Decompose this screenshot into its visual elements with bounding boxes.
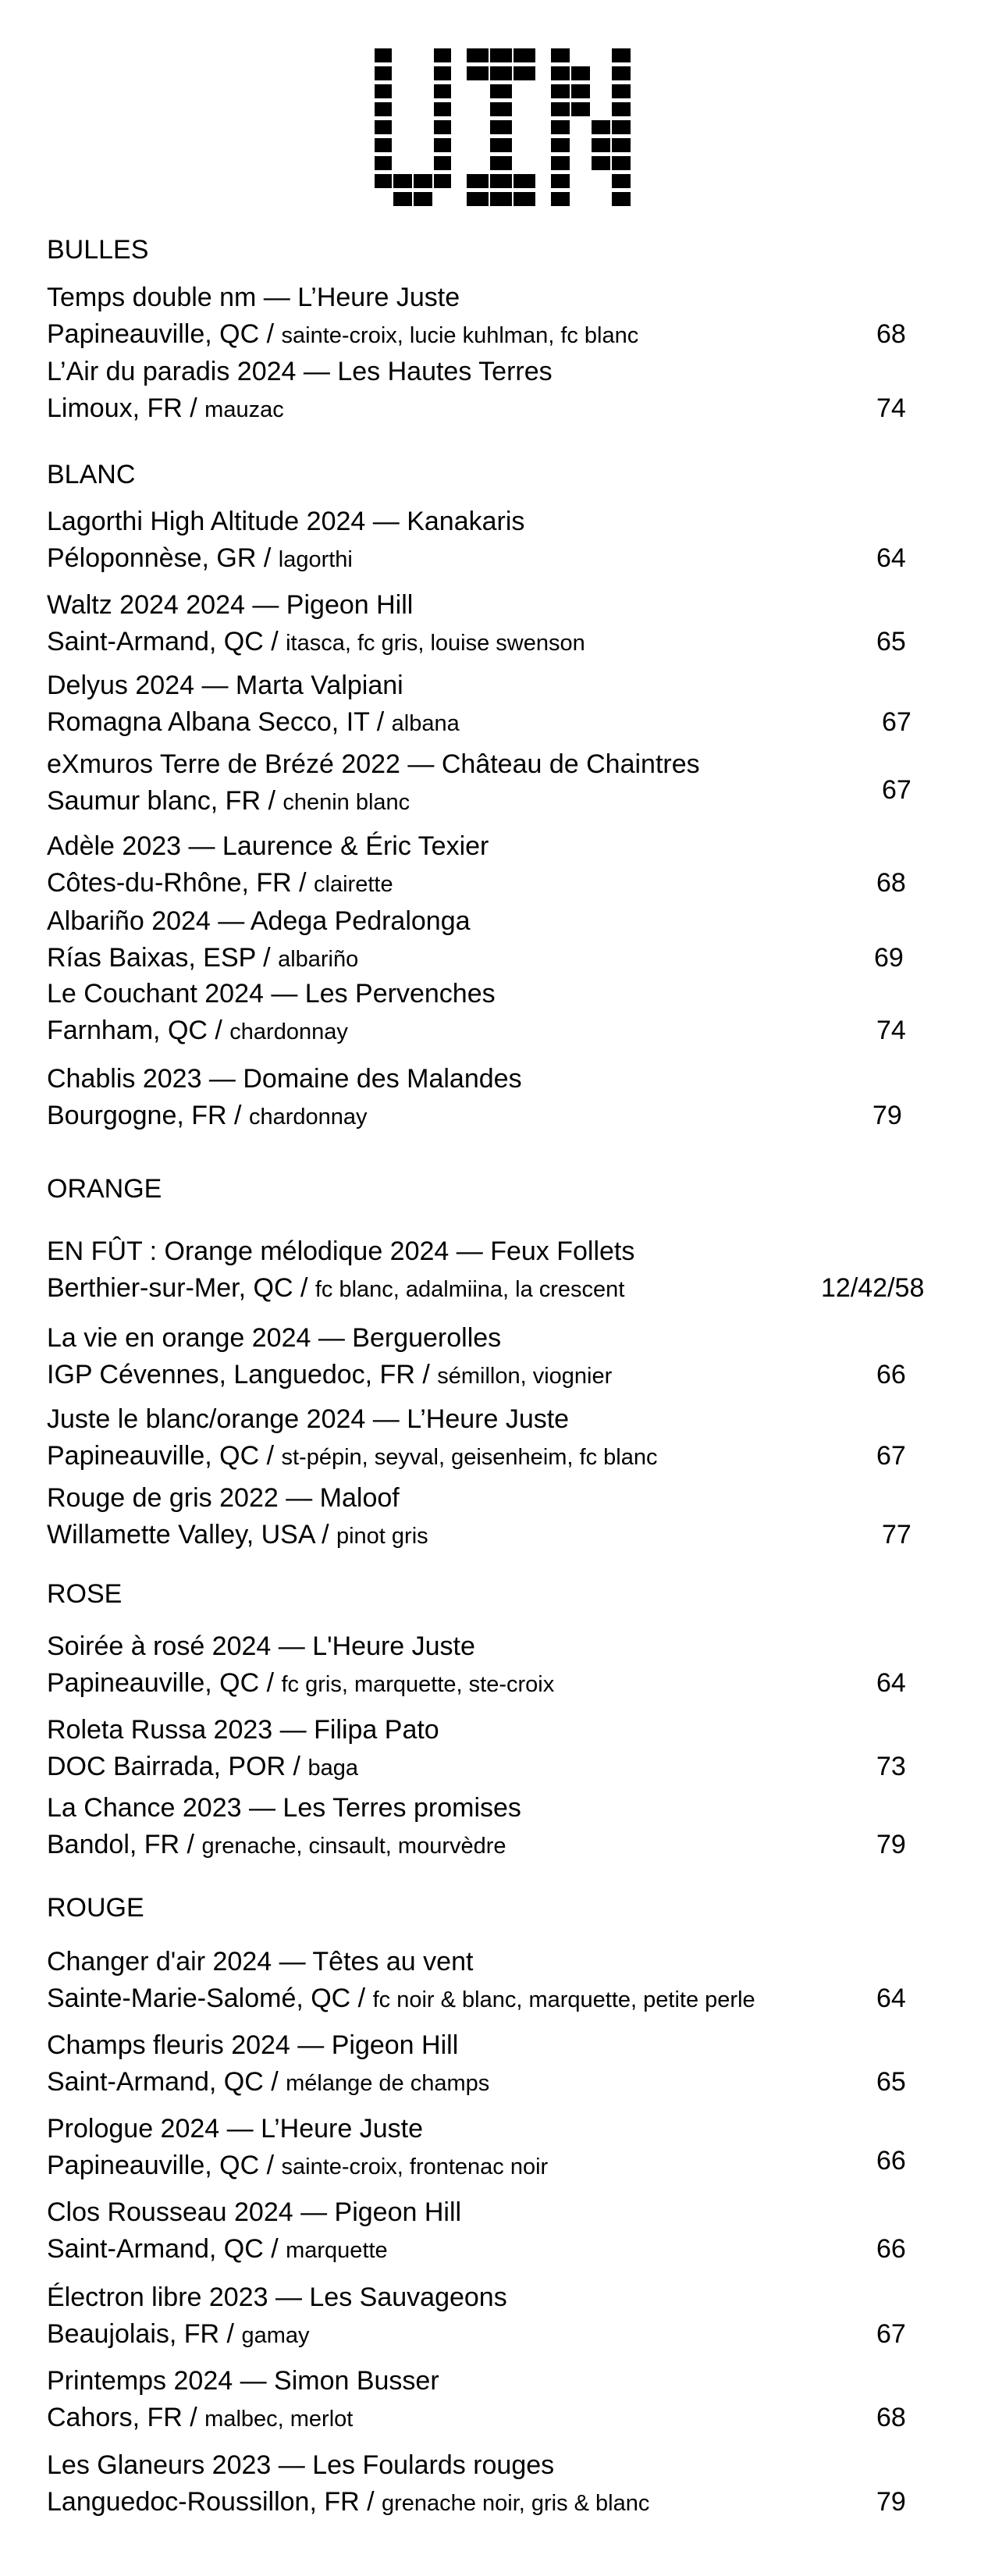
wine-origin <box>47 784 410 820</box>
logo-block <box>434 156 451 170</box>
wine-region: Beaujolais, FR / <box>47 2319 234 2349</box>
logo-block <box>592 120 610 134</box>
wine-entry <box>47 2449 968 2522</box>
wine-region: IGP Cévennes, Languedoc, FR / <box>47 1360 430 1389</box>
wine-price: 67 <box>882 707 911 737</box>
wine-entry <box>47 1791 968 1865</box>
wine-origin <box>47 1439 657 1475</box>
logo-block <box>490 120 512 134</box>
logo-block <box>414 174 432 188</box>
wine-grapes: fc blanc, adalmiina, la crescent <box>314 1277 625 1302</box>
logo-block <box>490 174 512 188</box>
logo-block <box>612 48 631 62</box>
wine-region: Languedoc-Roussillon, FR / <box>47 2487 375 2517</box>
wine-name: L’Air du paradis 2024 — Les Hautes Terres <box>47 357 553 386</box>
wine-price: 74 <box>876 1016 906 1045</box>
logo-block <box>612 84 631 98</box>
wine-entry <box>47 2029 968 2102</box>
wine-region: Rías Baixas, ESP / <box>47 943 271 973</box>
wine-name: Adèle 2023 — Laurence & Éric Texier <box>47 831 489 861</box>
logo-block <box>490 156 512 170</box>
logo-block <box>571 102 590 116</box>
wine-entry <box>47 830 968 903</box>
wine-entry <box>47 281 968 354</box>
wine-price: 67 <box>882 775 911 805</box>
wine-name: Changer d'air 2024 — Têtes au vent <box>47 1947 474 1976</box>
wine-region: Cahors, FR / <box>47 2403 197 2432</box>
section-title-rouge: ROUGE <box>47 1893 144 1923</box>
logo-block <box>375 156 392 170</box>
logo-block <box>434 138 451 152</box>
wine-entry <box>47 1062 968 1136</box>
logo-block <box>612 138 631 152</box>
wine-price: 79 <box>876 1830 906 1859</box>
logo-block <box>393 192 412 206</box>
logo-block <box>375 174 392 188</box>
wine-price: 64 <box>876 1668 906 1698</box>
wine-grapes: mélange de champs <box>286 2071 490 2096</box>
wine-entry <box>47 1403 968 1476</box>
wine-grapes: sainte-croix, frontenac noir <box>281 2154 549 2179</box>
wine-name: Électron libre 2023 — Les Sauvageons <box>47 2282 507 2312</box>
wine-entry <box>47 589 968 662</box>
logo-block <box>375 48 392 62</box>
logo-block <box>434 102 451 116</box>
logo-block <box>551 84 570 98</box>
wine-price: 74 <box>876 393 906 423</box>
logo-block <box>551 138 570 152</box>
wine-name: La vie en orange 2024 — Berguerolles <box>47 1323 502 1353</box>
logo-block <box>490 138 512 152</box>
wine-grapes: grenache noir, gris & blanc <box>382 2491 650 2516</box>
wine-grapes: chardonnay <box>229 1019 348 1044</box>
wine-grapes: lagorthi <box>278 547 353 572</box>
logo-block <box>393 174 412 188</box>
wine-name: EN FÛT : Orange mélodique 2024 — Feux Follets <box>47 1236 635 1266</box>
wine-region: Berthier-sur-Mer, QC / <box>47 1273 308 1303</box>
logo-block <box>551 102 570 116</box>
wine-price: 64 <box>876 543 906 573</box>
wine-grapes: albariño <box>278 947 359 972</box>
wine-entry <box>47 1482 968 1555</box>
wine-region: Saint-Armand, QC / <box>47 2067 279 2097</box>
wine-grapes: clairette <box>314 872 393 897</box>
wine-name: Waltz 2024 2024 — Pigeon Hill <box>47 590 414 620</box>
wine-origin <box>47 705 460 741</box>
logo-block <box>375 120 392 134</box>
wine-origin <box>47 1271 624 1307</box>
wine-name: Lagorthi High Altitude 2024 — Kanakaris <box>47 507 525 536</box>
wine-price: 68 <box>876 868 906 898</box>
wine-price: 66 <box>876 2234 906 2264</box>
logo-block <box>551 156 570 170</box>
logo-block <box>375 138 392 152</box>
wine-price: 68 <box>876 2403 906 2432</box>
wine-region: Papineauville, QC / <box>47 2151 275 2180</box>
vin-logo <box>375 48 632 206</box>
wine-price: 65 <box>876 2067 906 2097</box>
wine-price: 66 <box>876 1360 906 1389</box>
logo-block <box>375 102 392 116</box>
wine-name: La Chance 2023 — Les Terres promises <box>47 1793 521 1823</box>
logo-block <box>434 66 451 80</box>
wine-origin <box>47 941 358 977</box>
wine-price: 79 <box>872 1101 902 1130</box>
wine-entry <box>47 1945 968 2019</box>
logo-block <box>375 84 392 98</box>
wine-name: Temps double nm — L’Heure Juste <box>47 283 460 312</box>
logo-block <box>490 84 512 98</box>
wine-price: 77 <box>882 1520 911 1550</box>
wine-name: Delyus 2024 — Marta Valpiani <box>47 671 403 700</box>
wine-region: Saumur blanc, FR / <box>47 786 275 816</box>
wine-grapes: chardonnay <box>248 1105 368 1130</box>
wine-grapes: albana <box>391 711 460 736</box>
wine-region: Péloponnèse, GR / <box>47 543 272 573</box>
wine-grapes: chenin blanc <box>283 790 410 815</box>
wine-name: Printemps 2024 — Simon Busser <box>47 2366 439 2396</box>
section-title-orange: ORANGE <box>47 1174 162 1204</box>
logo-block <box>513 48 535 62</box>
wine-grapes: pinot gris <box>336 1524 428 1549</box>
section-title-rose: ROSE <box>47 1579 123 1609</box>
logo-block <box>434 174 451 188</box>
logo-block <box>592 156 610 170</box>
wine-origin <box>47 1098 368 1134</box>
section-title-blanc: BLANC <box>47 460 136 489</box>
wine-origin <box>47 1827 506 1863</box>
logo-block <box>467 48 489 62</box>
wine-origin <box>47 317 638 353</box>
logo-block <box>612 174 631 188</box>
wine-origin <box>47 2317 310 2353</box>
wine-origin <box>47 541 353 577</box>
wine-region: Saint-Armand, QC / <box>47 627 279 656</box>
wine-entry <box>47 1322 968 1395</box>
wine-region: Sainte-Marie-Salomé, QC / <box>47 1984 366 2013</box>
wine-price: 68 <box>876 319 906 349</box>
wine-grapes: sémillon, viognier <box>437 1364 613 1389</box>
wine-region: Papineauville, QC / <box>47 1441 275 1471</box>
wine-entry <box>47 355 968 429</box>
wine-grapes: sainte-croix, lucie kuhlman, fc blanc <box>281 323 639 348</box>
wine-name: Le Couchant 2024 — Les Pervenches <box>47 979 496 1009</box>
wine-entry <box>47 1235 968 1308</box>
wine-origin <box>47 2400 353 2436</box>
wine-origin <box>47 1357 612 1393</box>
logo-block <box>467 192 489 206</box>
logo-block <box>513 192 535 206</box>
logo-block <box>467 174 489 188</box>
logo-block <box>414 192 432 206</box>
wine-origin <box>47 2485 649 2521</box>
wine-name: Roleta Russa 2023 — Filipa Pato <box>47 1715 439 1745</box>
wine-price: 79 <box>876 2487 906 2517</box>
wine-grapes: malbec, merlot <box>204 2407 354 2432</box>
wine-region: Romagna Albana Secco, IT / <box>47 707 385 737</box>
wine-name: Prologue 2024 — L’Heure Juste <box>47 2114 423 2144</box>
logo-block <box>612 66 631 80</box>
wine-entry <box>47 2364 968 2438</box>
wine-region: DOC Bairrada, POR / <box>47 1752 300 1781</box>
wine-name: Chablis 2023 — Domaine des Malandes <box>47 1064 522 1094</box>
section-title-bulles: BULLES <box>47 235 149 265</box>
wine-origin <box>47 1749 358 1785</box>
wine-grapes: gamay <box>241 2323 310 2348</box>
wine-entry <box>47 505 968 578</box>
wine-entry <box>47 2281 968 2354</box>
wine-origin <box>47 2148 548 2184</box>
logo-block <box>467 66 489 80</box>
wine-grapes: fc gris, marquette, ste-croix <box>281 1672 555 1697</box>
logo-block <box>551 174 570 188</box>
wine-grapes: marquette <box>286 2238 388 2263</box>
wine-name: Les Glaneurs 2023 — Les Foulards rouges <box>47 2450 555 2480</box>
logo-block <box>612 102 631 116</box>
wine-price: 64 <box>876 1984 906 2013</box>
logo-block <box>551 192 570 206</box>
wine-region: Farnham, QC / <box>47 1016 222 1045</box>
logo-block <box>375 66 392 80</box>
wine-origin <box>47 1013 348 1049</box>
wine-region: Saint-Armand, QC / <box>47 2234 279 2264</box>
wine-entry <box>47 669 968 742</box>
wine-region: Bourgogne, FR / <box>47 1101 242 1130</box>
wine-name: Albariño 2024 — Adega Pedralonga <box>47 906 471 936</box>
wine-region: Papineauville, QC / <box>47 319 275 349</box>
wine-entry <box>47 905 968 978</box>
wine-entry <box>47 2112 968 2186</box>
wine-region: Limoux, FR / <box>47 393 197 423</box>
wine-entry <box>47 2196 968 2269</box>
wine-name: eXmuros Terre de Brézé 2022 — Château de Chaintres <box>47 749 700 779</box>
wine-price: 12/42/58 <box>821 1273 925 1303</box>
wine-origin <box>47 624 585 660</box>
logo-block <box>551 120 570 134</box>
logo-block <box>551 48 570 62</box>
wine-region: Papineauville, QC / <box>47 1668 275 1698</box>
logo-block <box>551 66 570 80</box>
wine-region: Willamette Valley, USA / <box>47 1520 329 1550</box>
logo-block <box>513 66 535 80</box>
wine-entry <box>47 977 968 1051</box>
wine-grapes: st-pépin, seyval, geisenheim, fc blanc <box>281 1445 658 1470</box>
logo-block <box>612 156 631 170</box>
logo-block <box>434 84 451 98</box>
logo-block <box>434 120 451 134</box>
wine-grapes: fc noir & blanc, marquette, petite perle <box>372 1987 755 2012</box>
wine-entry <box>47 1713 968 1787</box>
wine-price: 73 <box>876 1752 906 1781</box>
wine-grapes: mauzac <box>204 397 284 422</box>
logo-block <box>434 48 451 62</box>
wine-name: Champs fleuris 2024 — Pigeon Hill <box>47 2030 459 2060</box>
wine-price: 67 <box>876 1441 906 1471</box>
wine-region: Bandol, FR / <box>47 1830 194 1859</box>
wine-entry <box>47 1630 968 1703</box>
logo-block <box>612 192 631 206</box>
wine-entry <box>47 748 968 821</box>
logo-block <box>490 48 512 62</box>
wine-name: Soirée à rosé 2024 — L'Heure Juste <box>47 1631 475 1661</box>
logo-block <box>490 102 512 116</box>
logo-block <box>592 138 610 152</box>
wine-region: Côtes-du-Rhône, FR / <box>47 868 307 898</box>
wine-price: 69 <box>874 943 904 973</box>
wine-grapes: baga <box>307 1756 358 1781</box>
wine-origin <box>47 2065 489 2101</box>
wine-origin <box>47 391 284 427</box>
wine-name: Clos Rousseau 2024 — Pigeon Hill <box>47 2197 462 2227</box>
logo-block <box>571 84 590 98</box>
wine-price: 65 <box>876 627 906 656</box>
logo-block <box>490 192 512 206</box>
wine-name: Juste le blanc/orange 2024 — L’Heure Juste <box>47 1404 570 1434</box>
logo-block <box>571 66 590 80</box>
wine-grapes: grenache, cinsault, mourvèdre <box>201 1834 506 1859</box>
wine-origin <box>47 1517 428 1553</box>
logo-block <box>612 120 631 134</box>
logo-block <box>513 174 535 188</box>
wine-name: Rouge de gris 2022 — Maloof <box>47 1483 400 1513</box>
wine-origin <box>47 1981 755 2017</box>
wine-price: 66 <box>876 2146 906 2176</box>
wine-origin <box>47 2232 388 2268</box>
logo-block <box>490 66 512 80</box>
wine-price: 67 <box>876 2319 906 2349</box>
wine-origin <box>47 1666 554 1702</box>
wine-grapes: itasca, fc gris, louise swenson <box>286 631 585 656</box>
wine-origin <box>47 866 393 902</box>
